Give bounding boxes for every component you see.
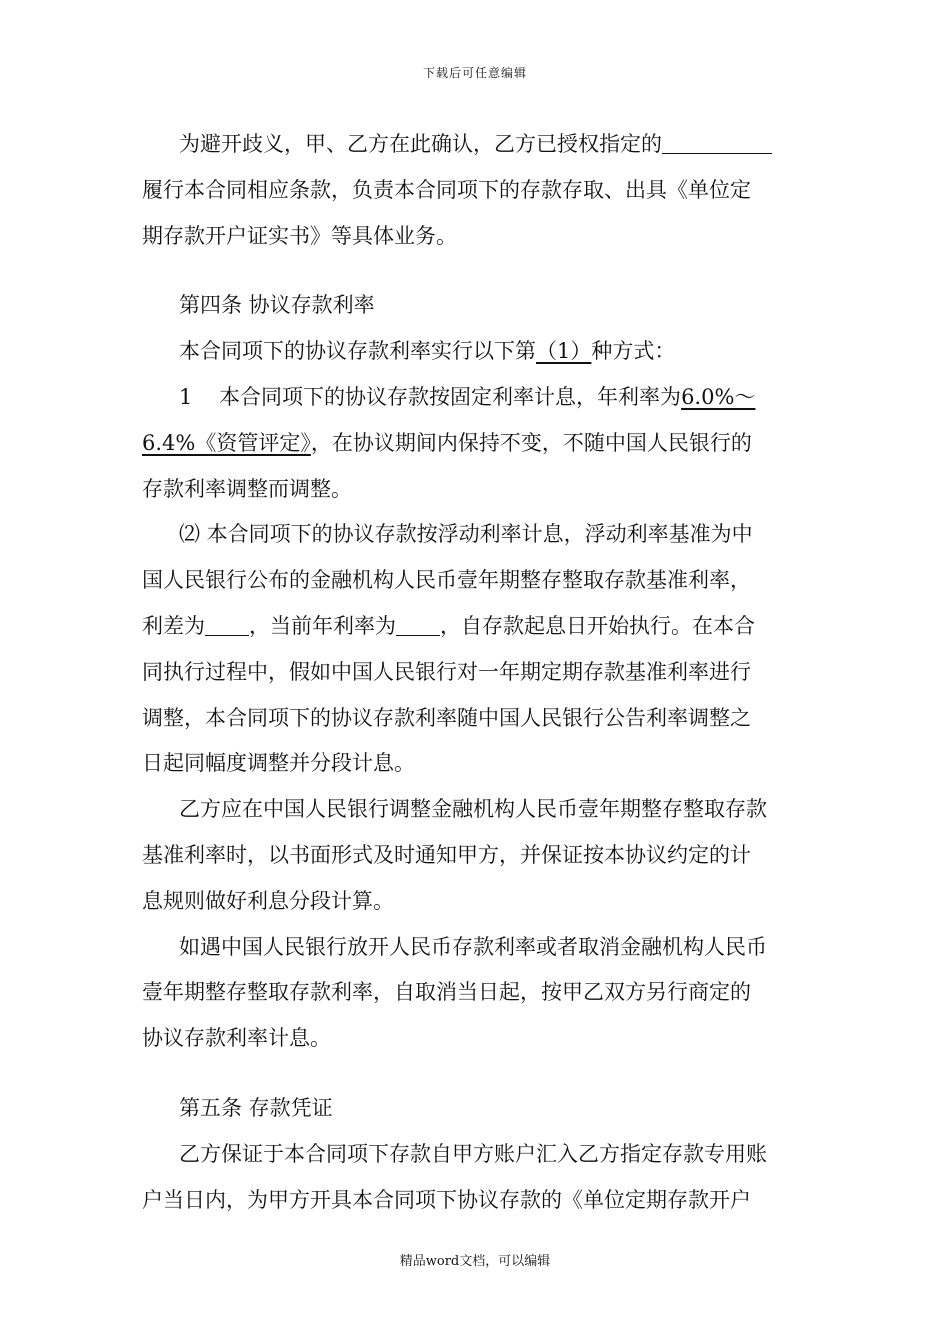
text-line [142,122,810,168]
page-header: 下载后可任意编辑 [422,66,527,80]
text-line: ⑵ 本合同项下的协议存款按浮动利率计息，浮动利率基准为中 [179,522,753,547]
text-line: 日起同幅度调整并分段计息。 [142,751,415,776]
article-5-title: 第五条 存款凭证 [179,1095,333,1120]
text-segment: ，当前年利率为 [249,613,396,638]
text-line: 乙方保证于本合同项下存款自甲方账户汇入乙方指定存款专用账 [179,1141,767,1166]
text-line: 同执行过程中，假如中国人民银行对一年期定期存款基准利率进行 [142,659,751,684]
fixed-rate-value: 6.4%《资管评定》 [142,430,311,455]
text-segment: 为避开歧义，甲、乙方在此确认，乙方已授权指定的 [179,132,662,156]
text-line: 期存款开户证实书》等具体业务。 [142,223,457,248]
article-4-title: 第四条 协议存款利率 [179,293,375,318]
text-line: 履行本合同相应条款，负责本合同项下的存款存取、出具《单位定 [142,177,751,202]
text-line: 户当日内，为甲方开具本合同项下协议存款的《单位定期存款开户 [142,1187,751,1212]
text-line: 息规则做好利息分段计算。 [142,888,394,913]
selected-method: （1） [536,339,592,364]
text-segment: ，自存款起息日开始执行。在本合 [440,613,755,638]
text-line: 如遇中国人民银行放开人民币存款利率或者取消金融机构人民币 [179,934,767,959]
fixed-rate-value: 6.0%～ [681,384,756,409]
text-line: 国人民银行公布的金融机构人民币壹年期整存整取存款基准利率， [142,568,751,593]
fill-blank [396,613,440,636]
text-line: 乙方应在中国人民银行调整金融机构人民币壹年期整存整取存款 [179,797,767,822]
text-line [142,375,810,421]
text-line [142,604,810,650]
text-line: 调整，本合同项下的协议存款利率随中国人民银行公告利率调整之 [142,705,751,730]
text-line: 壹年期整存整取存款利率，自取消当日起，按甲乙双方另行商定的 [142,980,751,1005]
text-line: 基准利率时，以书面形式及时通知甲方，并保证按本协议约定的计 [142,842,751,867]
fill-blank [662,131,772,154]
text-segment: 利差为 [142,613,205,638]
page-footer: 精品word文档，可以编辑 [399,1254,551,1269]
text-segment: 本合同项下的协议存款利率实行以下第 [179,339,536,364]
fill-blank [205,613,249,636]
text-line: 存款利率调整而调整。 [142,476,352,501]
text-line: 协议存款利率计息。 [142,1026,331,1051]
text-segment: ，在协议期间内保持不变，不随中国人民银行的 [310,430,752,455]
document-body [142,122,810,1223]
text-line [142,329,810,375]
text-segment: 1 本合同项下的协议存款按固定利率计息，年利率为 [179,384,682,409]
text-segment: 种方式： [591,339,676,364]
text-line [142,421,810,467]
